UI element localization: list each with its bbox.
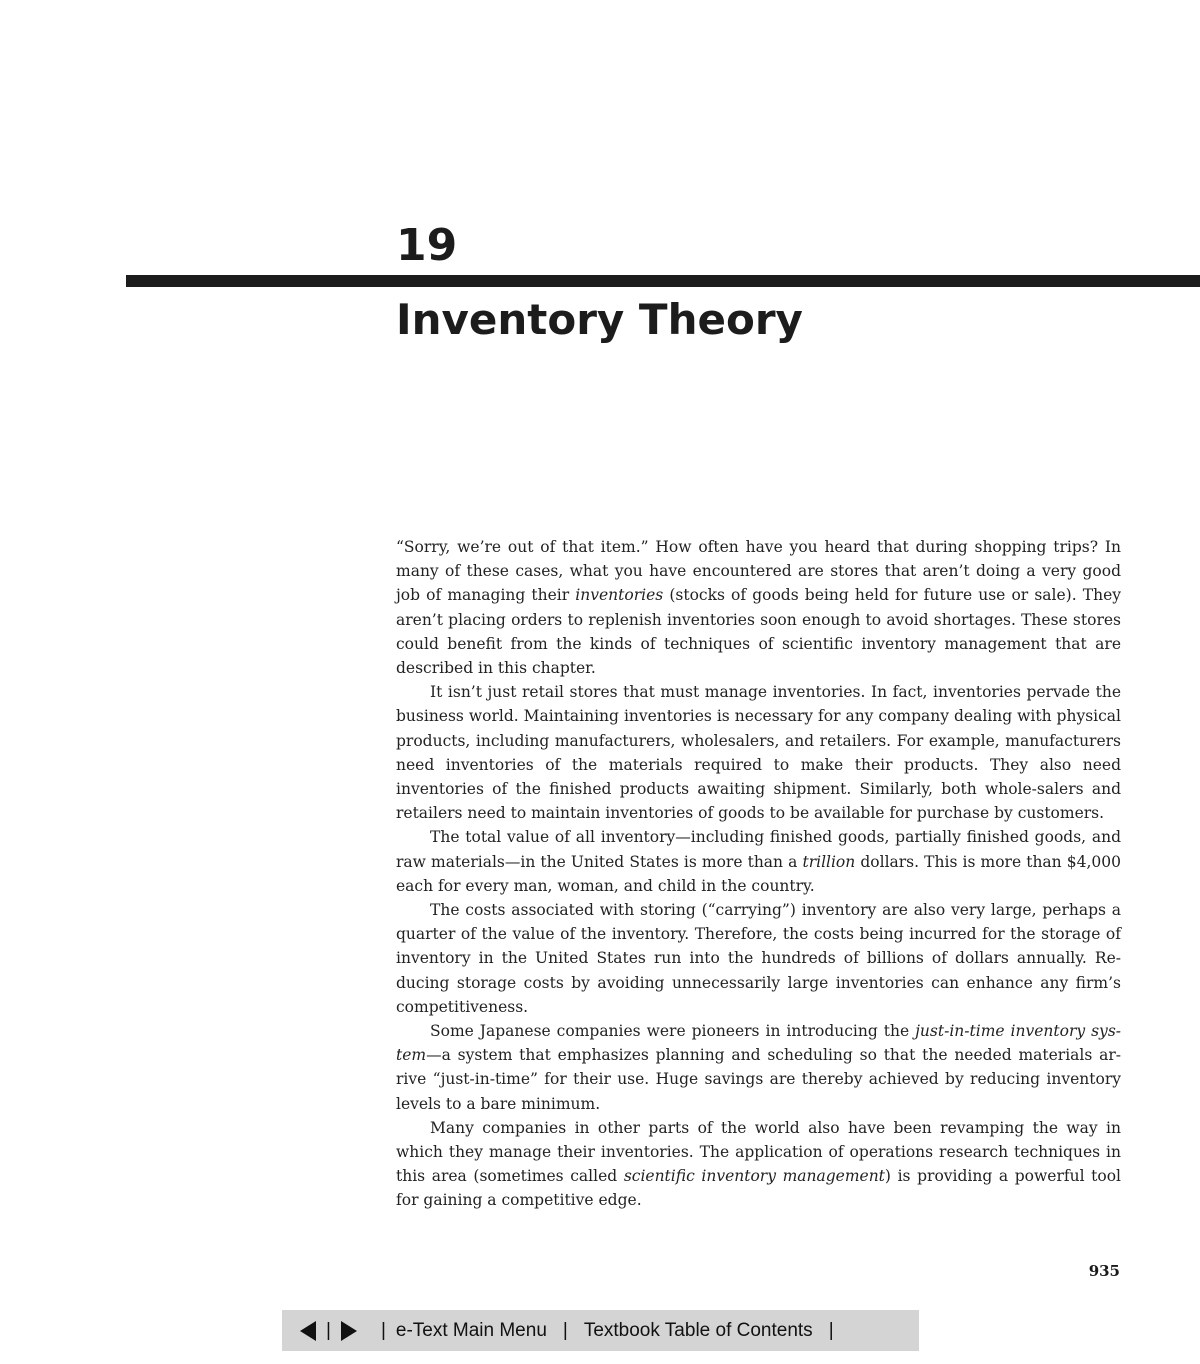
- nav-separator: |: [828, 1319, 834, 1341]
- paragraph-2: It isn’t just retail stores that must manage inventories. In fact, inventories pervade the business world. Maintaining inventories is necessary for any company dealing with physical products, including manufacturers, wholesalers, and retailers. For example, manufacturers need inventories of the materials required to make their products. They also need inventories of the finished products awaiting shipment. Similarly, both whole-salers and retailers need to maintain inventories of goods to be available for purchase by customers.: [396, 683, 1121, 823]
- paragraph-3-text-a: The total value of all inventory—including finished goods, partially finished goods, and raw materials—in the United States is more than a: [396, 828, 1121, 871]
- paragraph-6-text-b: ) is providing a powerful tool for gaining a competitive edge.: [396, 1167, 1121, 1210]
- nav-separator: |: [326, 1319, 331, 1341]
- paragraph-6-emphasis: scientific inventory management: [623, 1167, 885, 1186]
- page-number: 935: [1088, 1262, 1120, 1280]
- main-menu-link[interactable]: e-Text Main Menu: [395, 1319, 547, 1341]
- paragraph-6-text-a: Many companies in other parts of the world also have been revamping the way in which they manage their inventories. The application of operations research techniques in this area (sometimes called: [396, 1118, 1121, 1186]
- paragraph-5-emphasis: just-in-time inventory sys-tem: [396, 1022, 1122, 1065]
- triangle-right-icon[interactable]: [341, 1321, 357, 1341]
- chapter-number: 19: [396, 220, 458, 271]
- table-of-contents-link[interactable]: Textbook Table of Contents: [583, 1319, 813, 1341]
- navigation-bar: [282, 1310, 919, 1351]
- paragraph-4: The costs associated with storing (“carrying”) inventory are also very large, perhaps a quarter of the value of the inventory. Therefore, the costs being incurred for the storage of inventory in the United States run into the hundreds of billions of dollars annually. Re-ducing storage costs by avoiding unnecessarily large inventories can enhance any firm’s competitiveness.: [396, 901, 1121, 1016]
- paragraph-3-text-b: dollars. This is more than $4,000 each for every man, woman, and child in the country.: [396, 852, 1121, 895]
- paragraph-3: [396, 825, 1121, 898]
- paragraph-1-text-a: “Sorry, we’re out of that item.” How often have you heard that during shopping trips? In many of these cases, what you have encountered are stores that aren’t doing a very good job of managing their: [396, 538, 1121, 605]
- paragraph-6: [396, 1116, 1121, 1213]
- nav-separator: |: [380, 1319, 386, 1341]
- chapter-rule: [126, 275, 1200, 287]
- paragraph-1: [396, 535, 1121, 680]
- paragraph-1-emphasis: inventories: [575, 586, 664, 605]
- paragraph-3-emphasis: trillion: [802, 852, 856, 871]
- paragraph-5-text-b: —a system that emphasizes planning and scheduling so that the needed materials ar-rive “just-in-time” for their use. Huge savings are thereby achieved by reducing inventory levels to a bare minimum.: [396, 1046, 1121, 1113]
- chapter-intro-text: [396, 535, 1121, 1213]
- nav-separator: |: [562, 1319, 568, 1341]
- triangle-left-icon[interactable]: [300, 1321, 316, 1341]
- paragraph-5-text-a: Some Japanese companies were pioneers in introducing the: [430, 1022, 916, 1041]
- paragraph-1-text-b: (stocks of goods being held for future use or sale). They aren’t placing orders to replenish inventories soon enough to avoid shortages. These stores could benefit from the kinds of techniques of scientific inventory management that are described in this chapter.: [396, 586, 1121, 678]
- chapter-title: Inventory Theory: [396, 295, 803, 344]
- paragraph-5: [396, 1019, 1121, 1116]
